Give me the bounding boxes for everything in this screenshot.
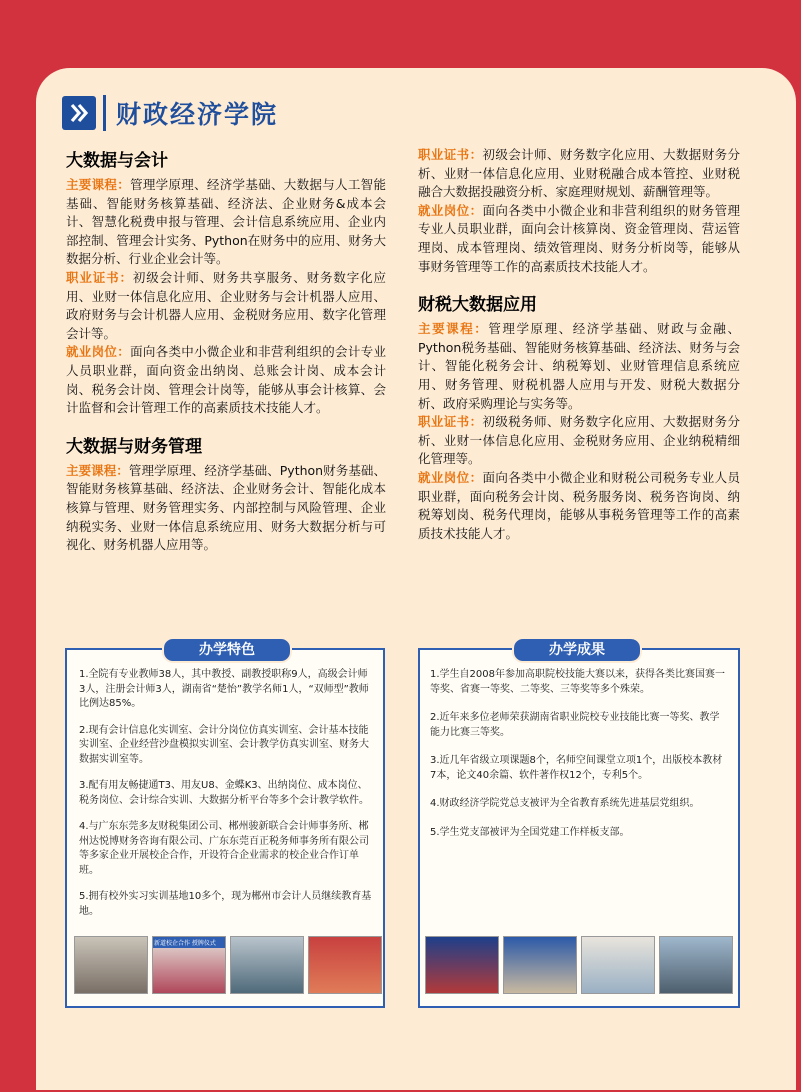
major-title: 财税大数据应用 (418, 295, 537, 316)
photo-award (503, 936, 577, 994)
section-text: 管理学原理、经济学基础、大数据与人工智能基础、智能财务核算基础、经济法、企业财务&成本会计、智慧化税费申报与管理、会计信息系统应用、企业内部控制、管理会计实务、Python在财务中的应用、财务大数据分析、行业企业会计等。 (66, 177, 386, 267)
photo-group (308, 936, 382, 994)
achievement-item: 5.学生党支部被评为全国党建工作样板支部。 (430, 826, 630, 838)
college-header (62, 96, 278, 130)
photo-classroom (74, 936, 148, 994)
right-column (418, 146, 740, 543)
major-section (418, 469, 740, 543)
section-text: 管理学原理、经济学基础、财政与金融、Python税务基础、智能财务核算基础、经济法、财务与会计、智能化税务会计、纳税筹划、业财管理信息系统应用、财务管理、财税机器人应用与开发、财税大数据分析、政府采购理论与实务等。 (418, 321, 740, 411)
photo-stage (425, 936, 499, 994)
achievement-item: 2.近年来多位老师荣获湖南省职业院校专业技能比赛一等奖、教学能力比赛三等奖。 (430, 712, 720, 738)
section-text: 初级会计师、财务共享服务、财务数字化应用、业财一体信息化应用、企业财务与会计机器人应用、政府财务与会计机器人应用、金税财务应用、数字化管理会计等。 (66, 269, 386, 341)
section-text: 面向各类中小微企业和非营利组织的财务管理专业人员职业群，面向会计核算岗、资金管理岗、营运管理岗、成本管理岗、绩效管理岗、财务分析岗等，能够从事财务管理等工作的高素质技术技能人才。 (418, 202, 740, 274)
section-text: 初级会计师、财务数字化应用、大数据财务分析、业财一体信息化应用、业财税融合成本管控、业财税融合大数据投融资分析、家庭理财规划、薪酬管理等。 (418, 147, 740, 200)
feature-item: 5.拥有校外实习实训基地10多个，现为郴州市会计人员继续教育基地。 (79, 891, 372, 917)
feature-item: 1.全院有专业教师38人，其中教授、副教授职称9人，高级会计师3人，注册会计师3人，湖南省“楚怡”教学名师1人，“双师型”教师比例达85%。 (79, 669, 369, 709)
section-label: 就业岗位： (66, 344, 131, 360)
section-text: 管理学原理、经济学基础、Python财务基础、智能财务核算基础、经济法、企业财务会计、智能化成本核算与管理、财务管理实务、内部控制与风险管理、企业纳税实务、业财一体信息系统应用、财务大数据分析与可视化、财务机器人应用等。 (66, 462, 386, 553)
major-block (66, 436, 386, 555)
achievement-item: 4.财政经济学院党总支被评为全省教育系统先进基层党组织。 (430, 798, 700, 809)
page-title: 财政经济学院 (116, 100, 279, 129)
chevron-right-icon (62, 96, 96, 130)
features-title: 办学特色 (162, 637, 292, 663)
major-section (66, 343, 386, 417)
section-label: 主要课程： (66, 177, 131, 192)
section-label: 职业证书： (418, 147, 483, 162)
feature-item: 2.现有会计信息化实训室、会计分岗位仿真实训室、会计基本技能实训室、企业经营沙盘模拟实训室、会计教学仿真实训室、财务大数据实训室等。 (79, 724, 369, 765)
features-photo-strip (74, 936, 382, 994)
photo-ceremony (152, 936, 226, 994)
major-section (66, 176, 386, 269)
feature-item: 3.配有用友畅捷通T3、用友U8、金蝶K3、出纳岗位、成本岗位、税务岗位、会计综合实训、大数据分析平台等多个会计教学软件。 (79, 780, 369, 806)
section-label: 就业岗位： (418, 469, 483, 485)
major-section (418, 320, 740, 413)
achievements-photo-strip (425, 936, 733, 994)
photo-caption: 新道校企合作 授牌仪式 (153, 937, 225, 948)
left-column (66, 146, 386, 555)
photo-graduates (659, 936, 733, 994)
major-section (418, 146, 740, 202)
section-text: 面向各类中小微企业和财税公司税务专业人员职业群，面向税务会计岗、税务服务岗、税务咨询岗、纳税筹划岗、税务代理岗，能够从事税务管理等工作的高素质技术技能人才。 (418, 469, 740, 541)
section-text: 面向各类中小微企业和非营利组织的会计专业人员职业群，面向资金出纳岗、总账会计岗、成本会计岗、税务会计岗、管理会计岗等，能够从事会计核算、会计监督和会计管理工作的高素质技术技能人才。 (66, 344, 386, 416)
photo-training (230, 936, 304, 994)
section-text: 初级税务师、财务数字化应用、大数据财务分析、业财一体信息化应用、金税财务应用、企业纳税精细化管理等。 (418, 414, 740, 467)
section-label: 主要课程： (418, 321, 489, 337)
major-title: 大数据与财务管理 (66, 436, 202, 457)
major-block (418, 294, 740, 543)
feature-item: 4.与广东东莞多友财税集团公司、郴州骏新联合会计师事务所、郴州达悦博财务咨询有限公司、广东东莞百正税务师事务所有限公司等多家企业开展校企合作，开设符合企业需求的校企业合作订单班。 (79, 821, 369, 876)
title-divider (103, 95, 106, 131)
major-section (418, 202, 740, 276)
photo-certificates (581, 936, 655, 994)
achievement-item: 1.学生自2008年参加高职院校技能大赛以来，获得各类比赛国赛一等奖、省赛一等奖、二等奖、三等奖等多个殊荣。 (430, 669, 725, 695)
major-title: 大数据与会计 (66, 151, 168, 171)
major-section (418, 413, 740, 469)
major-section (66, 462, 386, 555)
section-label: 主要课程： (66, 462, 129, 478)
section-label: 就业岗位： (418, 202, 483, 218)
section-label: 职业证书： (66, 269, 133, 285)
achievements-title: 办学成果 (512, 637, 642, 663)
major-section (66, 269, 386, 343)
major-block (66, 150, 386, 418)
section-label: 职业证书： (418, 414, 483, 430)
achievement-item: 3.近几年省级立项课题8个，名师空间课堂立项1个，出版校本教材7本，论文40余篇、软件著作权12个，专利5个。 (430, 755, 723, 781)
